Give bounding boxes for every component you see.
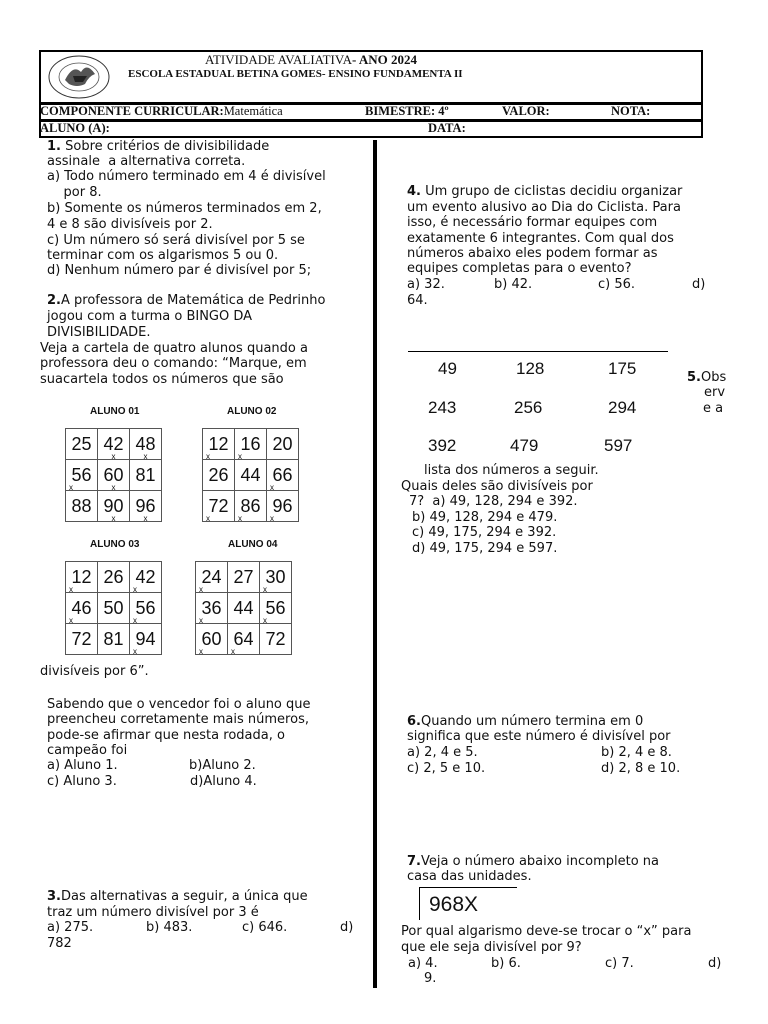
card-number: 66: [272, 464, 293, 485]
card-cell: [235, 460, 267, 491]
card-cell: [203, 429, 235, 460]
card-row: [66, 429, 162, 460]
mark-x: x: [143, 514, 148, 523]
q7-number: 7.: [407, 854, 421, 869]
card-number: 42: [135, 566, 156, 587]
q4-option-c: c) 56.: [598, 277, 636, 292]
card-cell: [130, 491, 162, 522]
q4-line4: exatamente 6 integrantes. Com qual dos: [407, 231, 674, 246]
q6-number: 6.: [407, 714, 421, 729]
q5-option-c: c) 49, 175, 294 e 392.: [412, 525, 557, 540]
card-title-aluno03: ALUNO 03: [90, 539, 140, 550]
q6-line2: significa que este número é divisível por: [407, 729, 671, 744]
card-cell: [98, 429, 130, 460]
q4-line5: números abaixo eles podem formar as: [407, 246, 658, 261]
q3-number: 3.: [47, 889, 61, 904]
q1-option-a: a) Todo número terminado em 4 é divisível: [47, 169, 326, 184]
q3-option-d-value: 782: [47, 936, 72, 951]
card-row: [66, 562, 162, 593]
q3-option-d: d): [340, 920, 354, 935]
q2-line10: pode-se afirmar que nesta rodada, o: [47, 728, 285, 743]
q7-option-c: c) 7.: [605, 956, 634, 971]
card-cell: [267, 429, 299, 460]
q2-line2: jogou com a turma o BINGO DA: [47, 309, 253, 324]
card-cell: [228, 624, 260, 655]
card-cell: [260, 624, 292, 655]
q5-option-b: b) 49, 128, 294 e 479.: [412, 510, 558, 525]
mark-x: x: [270, 514, 274, 523]
card-cell: [66, 460, 98, 491]
mark-x: x: [231, 647, 235, 656]
card-number: 72: [71, 628, 92, 649]
mark-x: x: [111, 514, 116, 523]
card-cell: [130, 593, 162, 624]
q7-number-box: [419, 887, 517, 920]
card-number: 44: [240, 464, 261, 485]
q7-line2: casa das unidades.: [407, 869, 532, 884]
card-row: [66, 491, 162, 522]
q7-option-b: b) 6.: [491, 956, 521, 971]
q5-obs-3: e a: [703, 401, 724, 416]
card-number: 60: [201, 628, 222, 649]
card-cell: [228, 593, 260, 624]
q3-option-a: a) 275.: [47, 920, 94, 935]
card-number: 56: [265, 597, 286, 618]
q6-option-d: d) 2, 8 e 10.: [601, 761, 681, 776]
q2-line6: suacartela todos os números que são: [40, 372, 284, 387]
card-number: 27: [233, 566, 254, 587]
q7-option-a: a) 4.: [408, 956, 438, 971]
card-cell: [98, 460, 130, 491]
q4-line6: equipes completas para o evento?: [407, 261, 632, 276]
q1-option-b-cont: 4 e 8 são divisíveis por 2.: [47, 217, 213, 232]
activity-title-text: ATIVIDADE AVALIATIVA: [205, 52, 352, 67]
card-number: 24: [201, 566, 222, 587]
q4-stem: [407, 184, 682, 200]
q5-number-cell: 294: [608, 398, 637, 417]
q1-option-c-cont: terminar com os algarismos 5 ou 0.: [47, 248, 279, 263]
card-number: 46: [71, 597, 92, 618]
q5-number-cell: 597: [604, 436, 633, 455]
mark-x: x: [263, 616, 267, 625]
q6-option-b: b) 2, 4 e 8.: [601, 745, 672, 760]
column-divider: [373, 140, 377, 988]
card-cell: [196, 624, 228, 655]
card-number: 36: [201, 597, 222, 618]
card-number: 12: [208, 433, 229, 454]
q7-line4: que ele seja divisível por 9?: [401, 940, 582, 955]
card-number: 56: [135, 597, 156, 618]
card-cell: [203, 460, 235, 491]
q2-line7: divisíveis por 6”.: [40, 664, 149, 679]
mark-x: x: [263, 585, 267, 594]
card-number: 26: [208, 464, 229, 485]
q4-option-d-value: 64.: [407, 293, 428, 308]
q5-option-d: d) 49, 175, 294 e 597.: [412, 541, 558, 556]
q3-stem: [47, 889, 308, 905]
q1-option-c: c) Um número só será divisível por 5 se: [47, 233, 305, 248]
q3-line2: traz um número divisível por 3 é: [47, 905, 259, 920]
mark-x: x: [69, 616, 73, 625]
card-row: [203, 460, 299, 491]
card-cell: [66, 562, 98, 593]
card-cell: [267, 491, 299, 522]
q2-line8: Sabendo que o vencedor foi o aluno que: [47, 697, 311, 712]
data-field: DATA:: [428, 121, 466, 135]
card-cell: [98, 491, 130, 522]
mark-x: x: [206, 452, 210, 461]
card-cell: [66, 624, 98, 655]
q1-stem: [47, 139, 269, 155]
q1-option-a-cont: por 8.: [47, 185, 102, 200]
mark-x: x: [111, 452, 116, 461]
q4-number: 4.: [407, 184, 421, 199]
card-cell: [66, 593, 98, 624]
q6-line1: Quando um número termina em 0: [420, 714, 644, 729]
bingo-card-aluno02: [202, 428, 299, 522]
card-cell: [66, 429, 98, 460]
school-logo: [47, 54, 111, 100]
card-number: 64: [233, 628, 254, 649]
q4-option-b: b) 42.: [494, 277, 533, 292]
card-number: 12: [71, 566, 92, 587]
card-number: 25: [71, 433, 92, 454]
card-row: [203, 491, 299, 522]
bingo-card-aluno04: [195, 561, 292, 655]
q5-number-cell: 243: [428, 398, 457, 417]
q5-number-cell: 256: [514, 398, 543, 417]
card-row: [196, 624, 292, 655]
q3-line1: Das alternativas a seguir, a única que: [60, 889, 308, 904]
card-cell: [235, 491, 267, 522]
q4-option-d: d): [692, 277, 706, 292]
q7-option-d-value: 9.: [424, 971, 437, 986]
component-label: COMPONENTE CURRICULAR:: [40, 104, 224, 118]
card-cell: [98, 624, 130, 655]
card-number: 88: [71, 495, 92, 516]
q5-number-cell: 49: [438, 359, 457, 378]
aluno-field: ALUNO (A):: [40, 121, 110, 135]
card-number: 26: [103, 566, 124, 587]
q7-option-d: d): [708, 956, 722, 971]
school-name: ESCOLA ESTADUAL BETINA GOMES- ENSINO FUNDAMENTA II: [128, 68, 463, 80]
card-row: [196, 593, 292, 624]
card-cell: [98, 562, 130, 593]
card-number: 72: [265, 628, 286, 649]
card-number: 81: [103, 628, 124, 649]
q2-stem: [47, 293, 325, 309]
card-number: 90: [103, 495, 124, 516]
card-cell: [196, 593, 228, 624]
card-cell: [196, 562, 228, 593]
nota-field: NOTA:: [611, 104, 651, 118]
card-cell: [228, 562, 260, 593]
bingo-card-aluno03: [65, 561, 162, 655]
card-row: [196, 562, 292, 593]
card-number: 44: [233, 597, 254, 618]
q6-stem: [407, 714, 643, 730]
card-cell: [130, 624, 162, 655]
card-number: 81: [135, 464, 156, 485]
q5-number-cell: 128: [516, 359, 545, 378]
activity-title: [205, 52, 417, 68]
q5-obs-1: Obs: [700, 370, 727, 385]
card-title-aluno04: ALUNO 04: [228, 539, 278, 550]
q5-number-cell: 175: [608, 359, 637, 378]
q1-option-d: d) Nenhum número par é divisível por 5;: [47, 263, 312, 278]
q1-number: 1.: [47, 139, 61, 154]
valor-field: VALOR:: [502, 104, 550, 118]
mark-x: x: [199, 647, 203, 656]
q5-number: 5.: [687, 370, 701, 385]
mark-x: x: [69, 483, 73, 492]
card-number: 16: [240, 433, 261, 454]
q2-number: 2.: [47, 293, 61, 308]
activity-year: - ANO 2024: [351, 52, 417, 67]
q2-option-a: a) Aluno 1.: [47, 758, 118, 773]
card-row: [66, 624, 162, 655]
mark-x: x: [133, 647, 137, 656]
mark-x: x: [133, 616, 137, 625]
q1-line1: Sobre critérios de divisibilidade: [60, 139, 270, 154]
mark-x: x: [143, 452, 148, 461]
q2-line1: A professora de Matemática de Pedrinho: [60, 293, 326, 308]
card-row: [66, 460, 162, 491]
q3-option-b: b) 483.: [146, 920, 193, 935]
q1-option-b: b) Somente os números terminados em 2,: [47, 201, 322, 216]
q5-number-cell: 479: [510, 436, 539, 455]
card-number: 20: [272, 433, 293, 454]
card-row: [66, 593, 162, 624]
q5-obs-2: erv: [704, 385, 726, 400]
q2-line3: DIVISIBILIDADE.: [47, 325, 151, 340]
card-number: 72: [208, 495, 229, 516]
card-cell: [130, 429, 162, 460]
q1-line2: assinale a alternativa correta.: [47, 154, 246, 169]
card-cell: [267, 460, 299, 491]
q5-number-cell: 392: [428, 436, 457, 455]
card-title-aluno01: ALUNO 01: [90, 406, 140, 417]
card-number: 50: [103, 597, 124, 618]
card-number: 56: [71, 464, 92, 485]
card-cell: [260, 593, 292, 624]
q4-line3: isso, é necessário formar equipes com: [407, 215, 658, 230]
bimestre-field: BIMESTRE: 4º: [365, 104, 449, 118]
card-cell: [203, 491, 235, 522]
card-number: 96: [135, 495, 156, 516]
mark-x: x: [238, 514, 242, 523]
mark-x: x: [238, 452, 242, 461]
card-row: [203, 429, 299, 460]
card-cell: [130, 562, 162, 593]
card-number: 94: [135, 628, 156, 649]
q4-line2: um evento alusivo ao Dia do Ciclista. Para: [407, 200, 681, 215]
q2-line9: preencheu corretamente mais números,: [47, 712, 309, 727]
q4-line1: Um grupo de ciclistas decidiu organizar: [420, 184, 683, 199]
q7-stem: [407, 854, 659, 870]
card-number: 96: [272, 495, 293, 516]
mark-x: x: [133, 585, 137, 594]
q6-option-c: c) 2, 5 e 10.: [407, 761, 486, 776]
q2-option-c: c) Aluno 3.: [47, 774, 117, 789]
q2-option-d: d)Aluno 4.: [190, 774, 257, 789]
q7-line1: Veja o número abaixo incompleto na: [420, 854, 659, 869]
card-number: 86: [240, 495, 261, 516]
mark-x: x: [69, 585, 73, 594]
q5-line1: lista dos números a seguir.: [424, 463, 599, 478]
q5-rule: [408, 351, 668, 352]
mark-x: x: [111, 483, 116, 492]
card-number: 42: [103, 433, 124, 454]
q6-option-a: a) 2, 4 e 5.: [407, 745, 478, 760]
q4-option-a: a) 32.: [407, 277, 445, 292]
component-value: Matemática: [223, 104, 283, 118]
component-field: [40, 104, 283, 119]
q2-line11: campeão foi: [47, 743, 128, 758]
q2-option-b: b)Aluno 2.: [189, 758, 256, 773]
q7-line3: Por qual algarismo deve-se trocar o “x” para: [401, 924, 692, 939]
q5-stem: [687, 370, 726, 386]
card-number: 48: [135, 433, 156, 454]
q7-incomplete-number: 968X: [429, 893, 479, 916]
card-cell: [130, 460, 162, 491]
mark-x: x: [206, 514, 210, 523]
header-row-student: [39, 120, 703, 138]
q2-line5: professora deu o comando: “Marque, em: [40, 356, 307, 371]
q3-option-c: c) 646.: [242, 920, 288, 935]
card-number: 30: [265, 566, 286, 587]
mark-x: x: [199, 585, 203, 594]
bingo-card-aluno01: [65, 428, 162, 522]
card-title-aluno02: ALUNO 02: [227, 406, 277, 417]
q5-option-a: 7? a) 49, 128, 294 e 392.: [409, 494, 578, 509]
q2-line4: Veja a cartela de quatro alunos quando a: [40, 341, 308, 356]
mark-x: x: [199, 616, 203, 625]
card-number: 60: [103, 464, 124, 485]
q5-line2: Quais deles são divisíveis por: [401, 479, 593, 494]
card-cell: [235, 429, 267, 460]
card-cell: [260, 562, 292, 593]
mark-x: x: [270, 483, 274, 492]
card-cell: [98, 593, 130, 624]
card-cell: [66, 491, 98, 522]
